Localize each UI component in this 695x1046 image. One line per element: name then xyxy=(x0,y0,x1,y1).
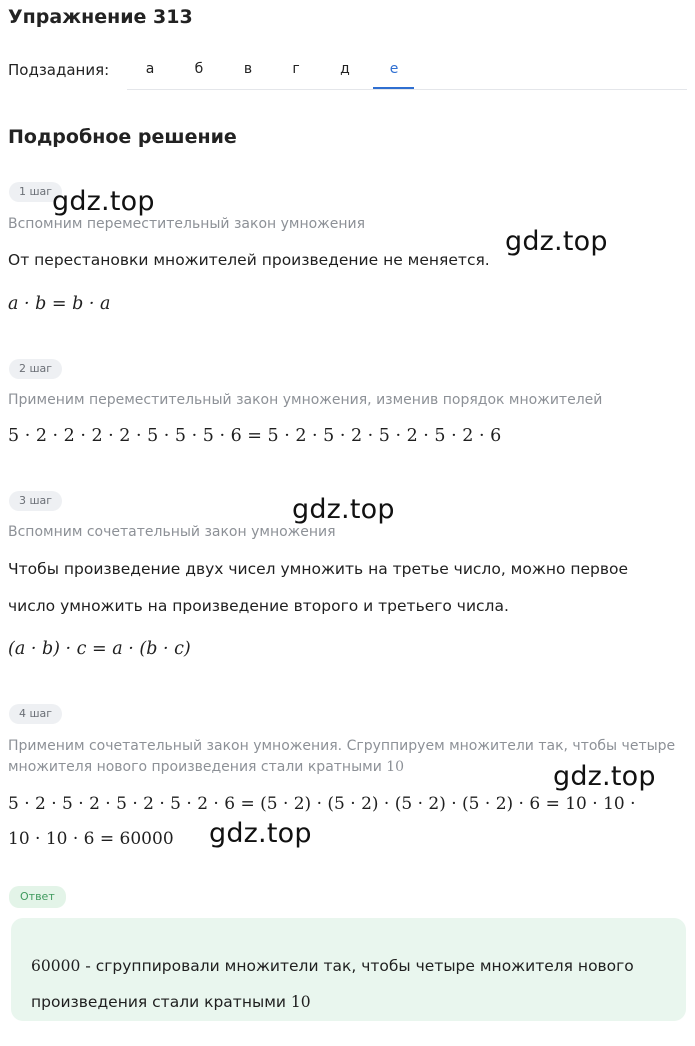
tab-g[interactable]: г xyxy=(292,61,300,77)
step-4-hint-line2-text: множителя нового произведения стали кратными xyxy=(8,759,382,775)
tab-e[interactable]: е xyxy=(389,61,399,77)
subtasks-tabs xyxy=(127,52,687,90)
step-4-badge: 4 шаг xyxy=(9,704,62,724)
tab-b[interactable]: б xyxy=(194,61,204,77)
step-4-hint-num: 10 xyxy=(386,759,405,775)
step-4-hint-line2 xyxy=(8,759,404,775)
tab-a[interactable]: а xyxy=(145,61,155,77)
step-1-formula: a · b = b · a xyxy=(8,294,111,314)
watermark: gdz.top xyxy=(553,761,656,792)
answer-box xyxy=(11,918,686,1021)
step-1-text: От перестановки множителей произведение не меняется. xyxy=(8,251,490,269)
watermark: gdz.top xyxy=(52,186,155,217)
tab-v[interactable]: в xyxy=(243,61,253,77)
step-3-text-line1: Чтобы произведение двух чисел умножить на третье число, можно первое xyxy=(8,560,629,578)
step-2-badge: 2 шаг xyxy=(9,359,62,379)
answer-value: 60000 xyxy=(31,957,81,975)
step-3-badge: 3 шаг xyxy=(9,491,62,511)
step-3-formula: (a · b) · c = a · (b · c) xyxy=(8,639,191,659)
step-3-hint: Вспомним сочетательный закон умножения xyxy=(8,524,336,540)
active-tab-indicator xyxy=(373,87,414,89)
step-4-formula-line2: 10 · 10 · 6 = 60000 xyxy=(8,829,174,849)
answer-num: 10 xyxy=(290,993,311,1011)
watermark: gdz.top xyxy=(292,494,395,525)
step-3-text-line2: число умножить на произведение второго и третьего числа. xyxy=(8,597,509,615)
subtasks-label: Подзадания: xyxy=(8,61,110,79)
step-4-formula-line1: 5 · 2 · 5 · 2 · 5 · 2 · 5 · 2 · 6 = (5 · 2) · (5 · 2) · (5 · 2) · (5 · 2) · 6 = 10 · 10 · xyxy=(8,794,636,814)
answer-badge: Ответ xyxy=(9,886,66,908)
step-1-hint: Вспомним переместительный закон умножения xyxy=(8,216,366,232)
step-4-hint-line1: Применим сочетательный закон умножения. Сгруппируем множители так, чтобы четыре xyxy=(8,738,676,754)
page-title: Упражнение 313 xyxy=(8,6,193,28)
answer-text-line2: произведения стали кратными xyxy=(31,993,291,1011)
answer-text xyxy=(31,948,671,1020)
step-1-badge: 1 шаг xyxy=(9,182,62,202)
step-2-formula: 5 · 2 · 2 · 2 · 2 · 5 · 5 · 5 · 6 = 5 · 2 · 5 · 2 · 5 · 2 · 5 · 2 · 6 xyxy=(8,426,502,446)
solution-title: Подробное решение xyxy=(8,126,237,148)
step-2-hint: Применим переместительный закон умножения, изменив порядок множителей xyxy=(8,392,603,408)
watermark: gdz.top xyxy=(505,226,608,257)
watermark: gdz.top xyxy=(209,818,312,849)
answer-text-line1: - сгруппировали множители так, чтобы четыре множителя нового xyxy=(80,957,634,975)
tab-d[interactable]: д xyxy=(340,61,350,77)
